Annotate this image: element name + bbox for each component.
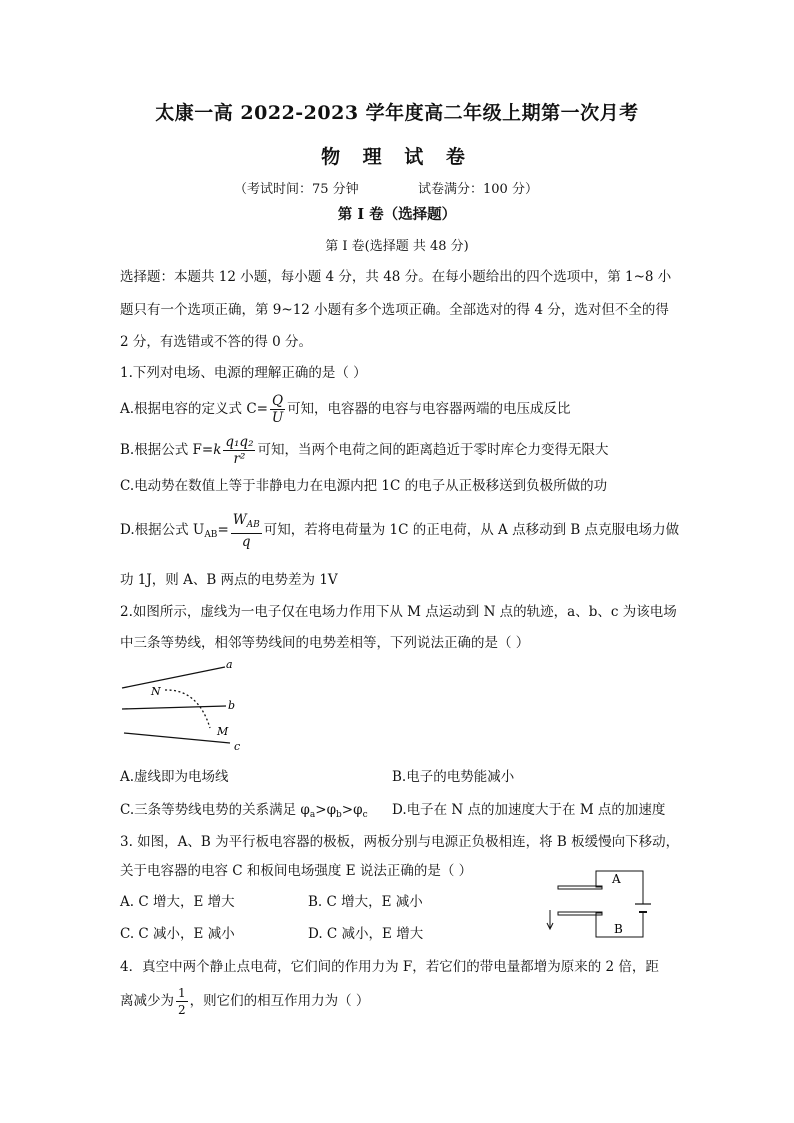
q2-option-d: D.电子在 N 点的加速度大于在 M 点的加速度 xyxy=(392,802,666,818)
full-score: 试卷满分：100 分） xyxy=(418,182,538,197)
q1-d-fraction xyxy=(231,512,262,550)
q2-option-c xyxy=(120,801,368,824)
q1-option-c: C.电动势在数值上等于非静电力在电源内把 1C 的电子从正极移送到负极所做的功 xyxy=(120,478,608,494)
q2-c-gt-1: >φ xyxy=(315,802,337,818)
q3-stem: 关于电容器的电容 C 和板间电场强度 E 说法正确的是（ ） xyxy=(120,863,473,879)
label-m: M xyxy=(217,725,229,738)
q4-stem-2 xyxy=(120,981,369,1021)
q4-fraction xyxy=(176,985,188,1018)
q1-option-a xyxy=(120,390,571,428)
q3-capacitor-figure xyxy=(540,862,670,947)
q1-b-fraction xyxy=(223,434,255,467)
q1-a-fraction xyxy=(270,393,285,426)
q2-c-sub-b: b xyxy=(336,810,342,820)
label-plate-b: B xyxy=(614,922,623,936)
q1-a-denominator: U xyxy=(271,410,284,426)
q1-option-b xyxy=(120,431,608,469)
q1-d-num-sub: AB xyxy=(246,519,260,530)
q4-numerator: 1 xyxy=(178,986,186,1000)
label-b: b xyxy=(228,699,236,712)
q1-d-text: D.根据公式 U xyxy=(120,522,205,538)
label-a: a xyxy=(226,658,233,671)
q3-option-b: B. C 增大，E 减小 xyxy=(308,894,423,910)
q1-a-numerator: Q xyxy=(271,393,284,409)
q4-denominator: 2 xyxy=(178,1003,186,1017)
q2-c-sub-c: c xyxy=(362,810,368,820)
label-plate-a: A xyxy=(612,872,621,886)
q1-option-d-cont: 功 1J，则 A、B 两点的电势差为 1V xyxy=(120,572,338,588)
q2-stem: 2.如图所示，虚线为一电子仅在电场力作用下从 M 点运动到 N 点的轨迹，a、b、c 为该电场 xyxy=(120,604,677,620)
q2-c-sub-a: a xyxy=(309,810,316,820)
equipotential-line-c xyxy=(124,733,230,743)
section-subtitle: 第 I 卷(选择题 共 48 分) xyxy=(325,239,469,254)
q3-stem: 3. 如图，A、B 为平行板电容器的极板，两板分别与电源正负极相连，将 B 板缓慢向下移动， xyxy=(120,834,680,850)
exam-title: 太康一高 2022-2023 学年度高二年级上期第一次月考 xyxy=(155,102,639,124)
q1-b-text: B.根据公式 F= xyxy=(120,442,214,458)
q1-a-text: A.根据电容的定义式 C= xyxy=(120,401,268,417)
instruction-line: 选择题：本题共 12 小题，每小题 4 分，共 48 分。在每小题给出的四个选项中，第 1~8 小 xyxy=(120,269,672,285)
instruction-line: 题只有一个选项正确，第 9~12 小题有多个选项正确。全部选对的得 4 分，选对但不全的得 xyxy=(120,302,669,318)
q1-b-text-post: 可知，当两个电荷之间的距离趋近于零时库仑力变得无限大 xyxy=(257,442,609,458)
q1-d-text-post: 可知，若将电荷量为 1C 的正电荷，从 A 点移动到 B 点克服电场力做 xyxy=(263,522,680,538)
q1-d-num-main: W xyxy=(232,511,247,528)
q1-d-equals: = xyxy=(217,522,229,538)
q4-text-post: ，则它们的相互作用力为（ ） xyxy=(189,993,370,1009)
subject-title: 物 理 试 卷 xyxy=(321,146,473,168)
plate-a xyxy=(558,886,602,889)
equipotential-line-b xyxy=(122,706,226,709)
label-c: c xyxy=(234,740,241,753)
q1-b-numerator: q₁q₂ xyxy=(225,434,254,450)
q1-option-d xyxy=(120,510,679,550)
label-n: N xyxy=(151,685,161,698)
q1-stem: 1.下列对电场、电源的理解正确的是（ ） xyxy=(120,365,367,381)
q2-stem: 中三条等势线，相邻等势线间的电势差相等，下列说法正确的是（ ） xyxy=(120,635,530,651)
q2-option-b: B.电子的电势能减小 xyxy=(392,769,515,785)
exam-time: （考试时间：75 分钟 xyxy=(234,182,359,197)
q2-c-text: C.三条等势线电势的关系满足 φ xyxy=(120,802,310,818)
q4-stem: 4．真空中两个静止点电荷，它们间的作用力为 F，若它们的带电量都增为原来的 2 倍，距 xyxy=(120,959,659,975)
q3-option-a: A. C 增大，E 增大 xyxy=(120,894,235,910)
q1-b-k: k xyxy=(213,442,222,458)
equipotential-line-a xyxy=(122,667,225,688)
q1-b-denominator: r² xyxy=(233,451,246,467)
q1-a-text-post: 可知，电容器的电容与电容器两端的电压成反比 xyxy=(287,401,571,417)
q4-text: 离减少为 xyxy=(120,993,174,1009)
q1-d-denominator: q xyxy=(241,533,251,550)
section-title: 第 I 卷（选择题） xyxy=(337,206,457,223)
q1-d-subscript: AB xyxy=(204,530,218,540)
electron-trajectory xyxy=(165,690,210,728)
q3-option-d: D. C 减小，E 增大 xyxy=(308,926,424,942)
q2-c-gt-2: >φ xyxy=(341,802,363,818)
q2-figure xyxy=(110,655,260,755)
plate-b xyxy=(558,912,602,915)
instruction-line: 2 分，有选错或不答的得 0 分。 xyxy=(120,334,313,350)
q2-option-a: A.虚线即为电场线 xyxy=(120,769,229,785)
q3-option-c: C. C 减小，E 减小 xyxy=(120,926,235,942)
q1-d-numerator xyxy=(231,512,262,534)
